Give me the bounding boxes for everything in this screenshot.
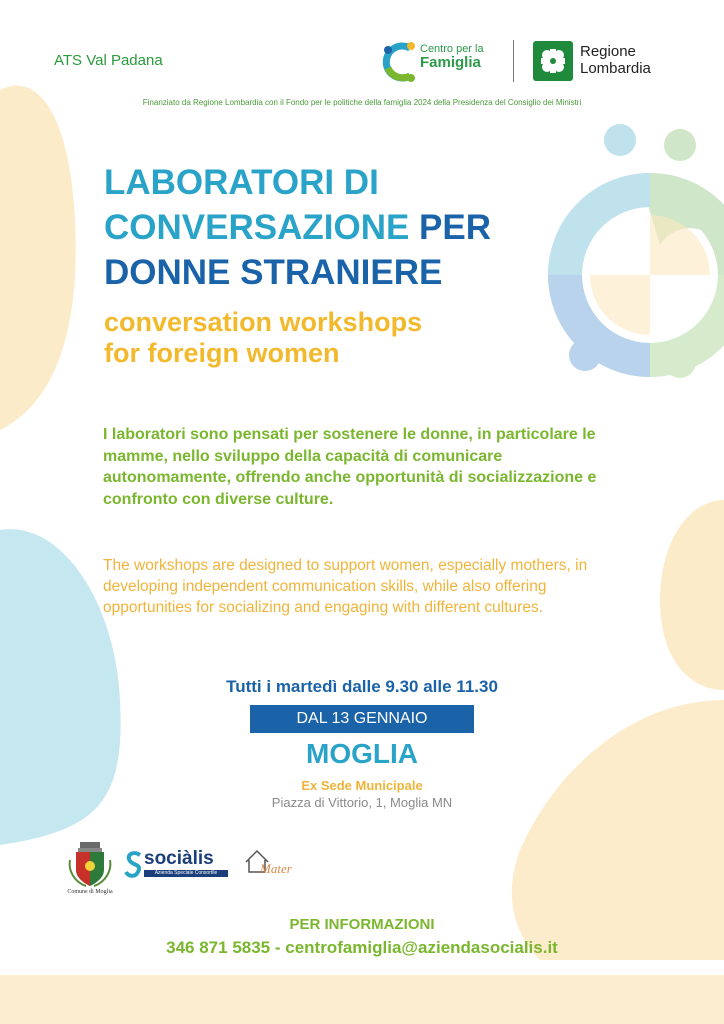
- regione-text: Regione: [580, 43, 636, 60]
- mater-logo: [244, 848, 294, 882]
- description-english: The workshops are designed to support women, especially mothers, in developing independent communication skills, while also offering opportunities for socializing and engaging with different cultures.: [103, 557, 588, 616]
- funding-note: Finanziato da Regione Lombardia con il Fondo per le politiche della famiglia 2024 della Presidenza del Consiglio dei Ministri: [142, 98, 582, 107]
- event-address: Piazza di Vittorio, 1, Moglia MN: [271, 795, 453, 810]
- subtitle-line-1: conversation workshops: [104, 307, 423, 337]
- logo-divider: [513, 40, 514, 82]
- subtitle-line-2: for foreign women: [104, 338, 340, 368]
- info-heading: PER INFORMAZIONI: [289, 916, 435, 933]
- ats-val-padana-logo-text: ATS Val Padana: [54, 52, 163, 69]
- schedule-text: Tutti i martedì dalle 9.30 alle 11.30: [226, 677, 498, 696]
- famiglia-text: Famiglia: [420, 54, 481, 72]
- socialis-logo: [124, 848, 228, 882]
- main-title: [104, 160, 574, 295]
- event-venue: Ex Sede Municipale: [301, 778, 423, 793]
- centro-famiglia-c-icon: [380, 38, 418, 86]
- centro-per-la-text: Centro per la: [420, 43, 484, 55]
- title-line-1: LABORATORI DI: [104, 163, 379, 202]
- comune-di-moglia-logo: [66, 840, 114, 900]
- title-line-2b: PER: [419, 208, 492, 247]
- ring-graphic: [565, 124, 724, 378]
- title-line-3: DONNE STRANIERE: [104, 253, 443, 292]
- lombardia-text: Lombardia: [580, 59, 651, 77]
- event-city: MOGLIA: [306, 738, 418, 769]
- start-date-badge: DAL 13 GENNAIO: [250, 705, 474, 733]
- socialis-name: sociàlis: [144, 848, 214, 869]
- socialis-tagline: Azienda Speciale Consortile: [144, 870, 228, 877]
- contact-line: 346 871 5835 - centrofamiglia@aziendasocialis.it: [166, 938, 558, 957]
- mater-name: Mater: [260, 861, 292, 876]
- socialis-s-icon: [124, 850, 144, 880]
- regione-lombardia-logo: [533, 41, 683, 83]
- regione-lombardia-flower-icon: [533, 41, 573, 81]
- description-italian: I laboratori sono pensati per sostenere le donne, in particolare le mamme, nello sviluppo della capacità di comunicare autonomamente, offrendo anche opportunità di socializzazione e confronto con diverse culture.: [103, 426, 597, 508]
- comune-label: Comune di Moglia: [67, 889, 113, 895]
- centro-per-la-famiglia-logo: [380, 38, 502, 86]
- coat-of-arms-icon: [66, 840, 114, 890]
- title-line-2a: CONVERSAZIONE: [104, 208, 420, 247]
- english-subtitle: [104, 307, 534, 369]
